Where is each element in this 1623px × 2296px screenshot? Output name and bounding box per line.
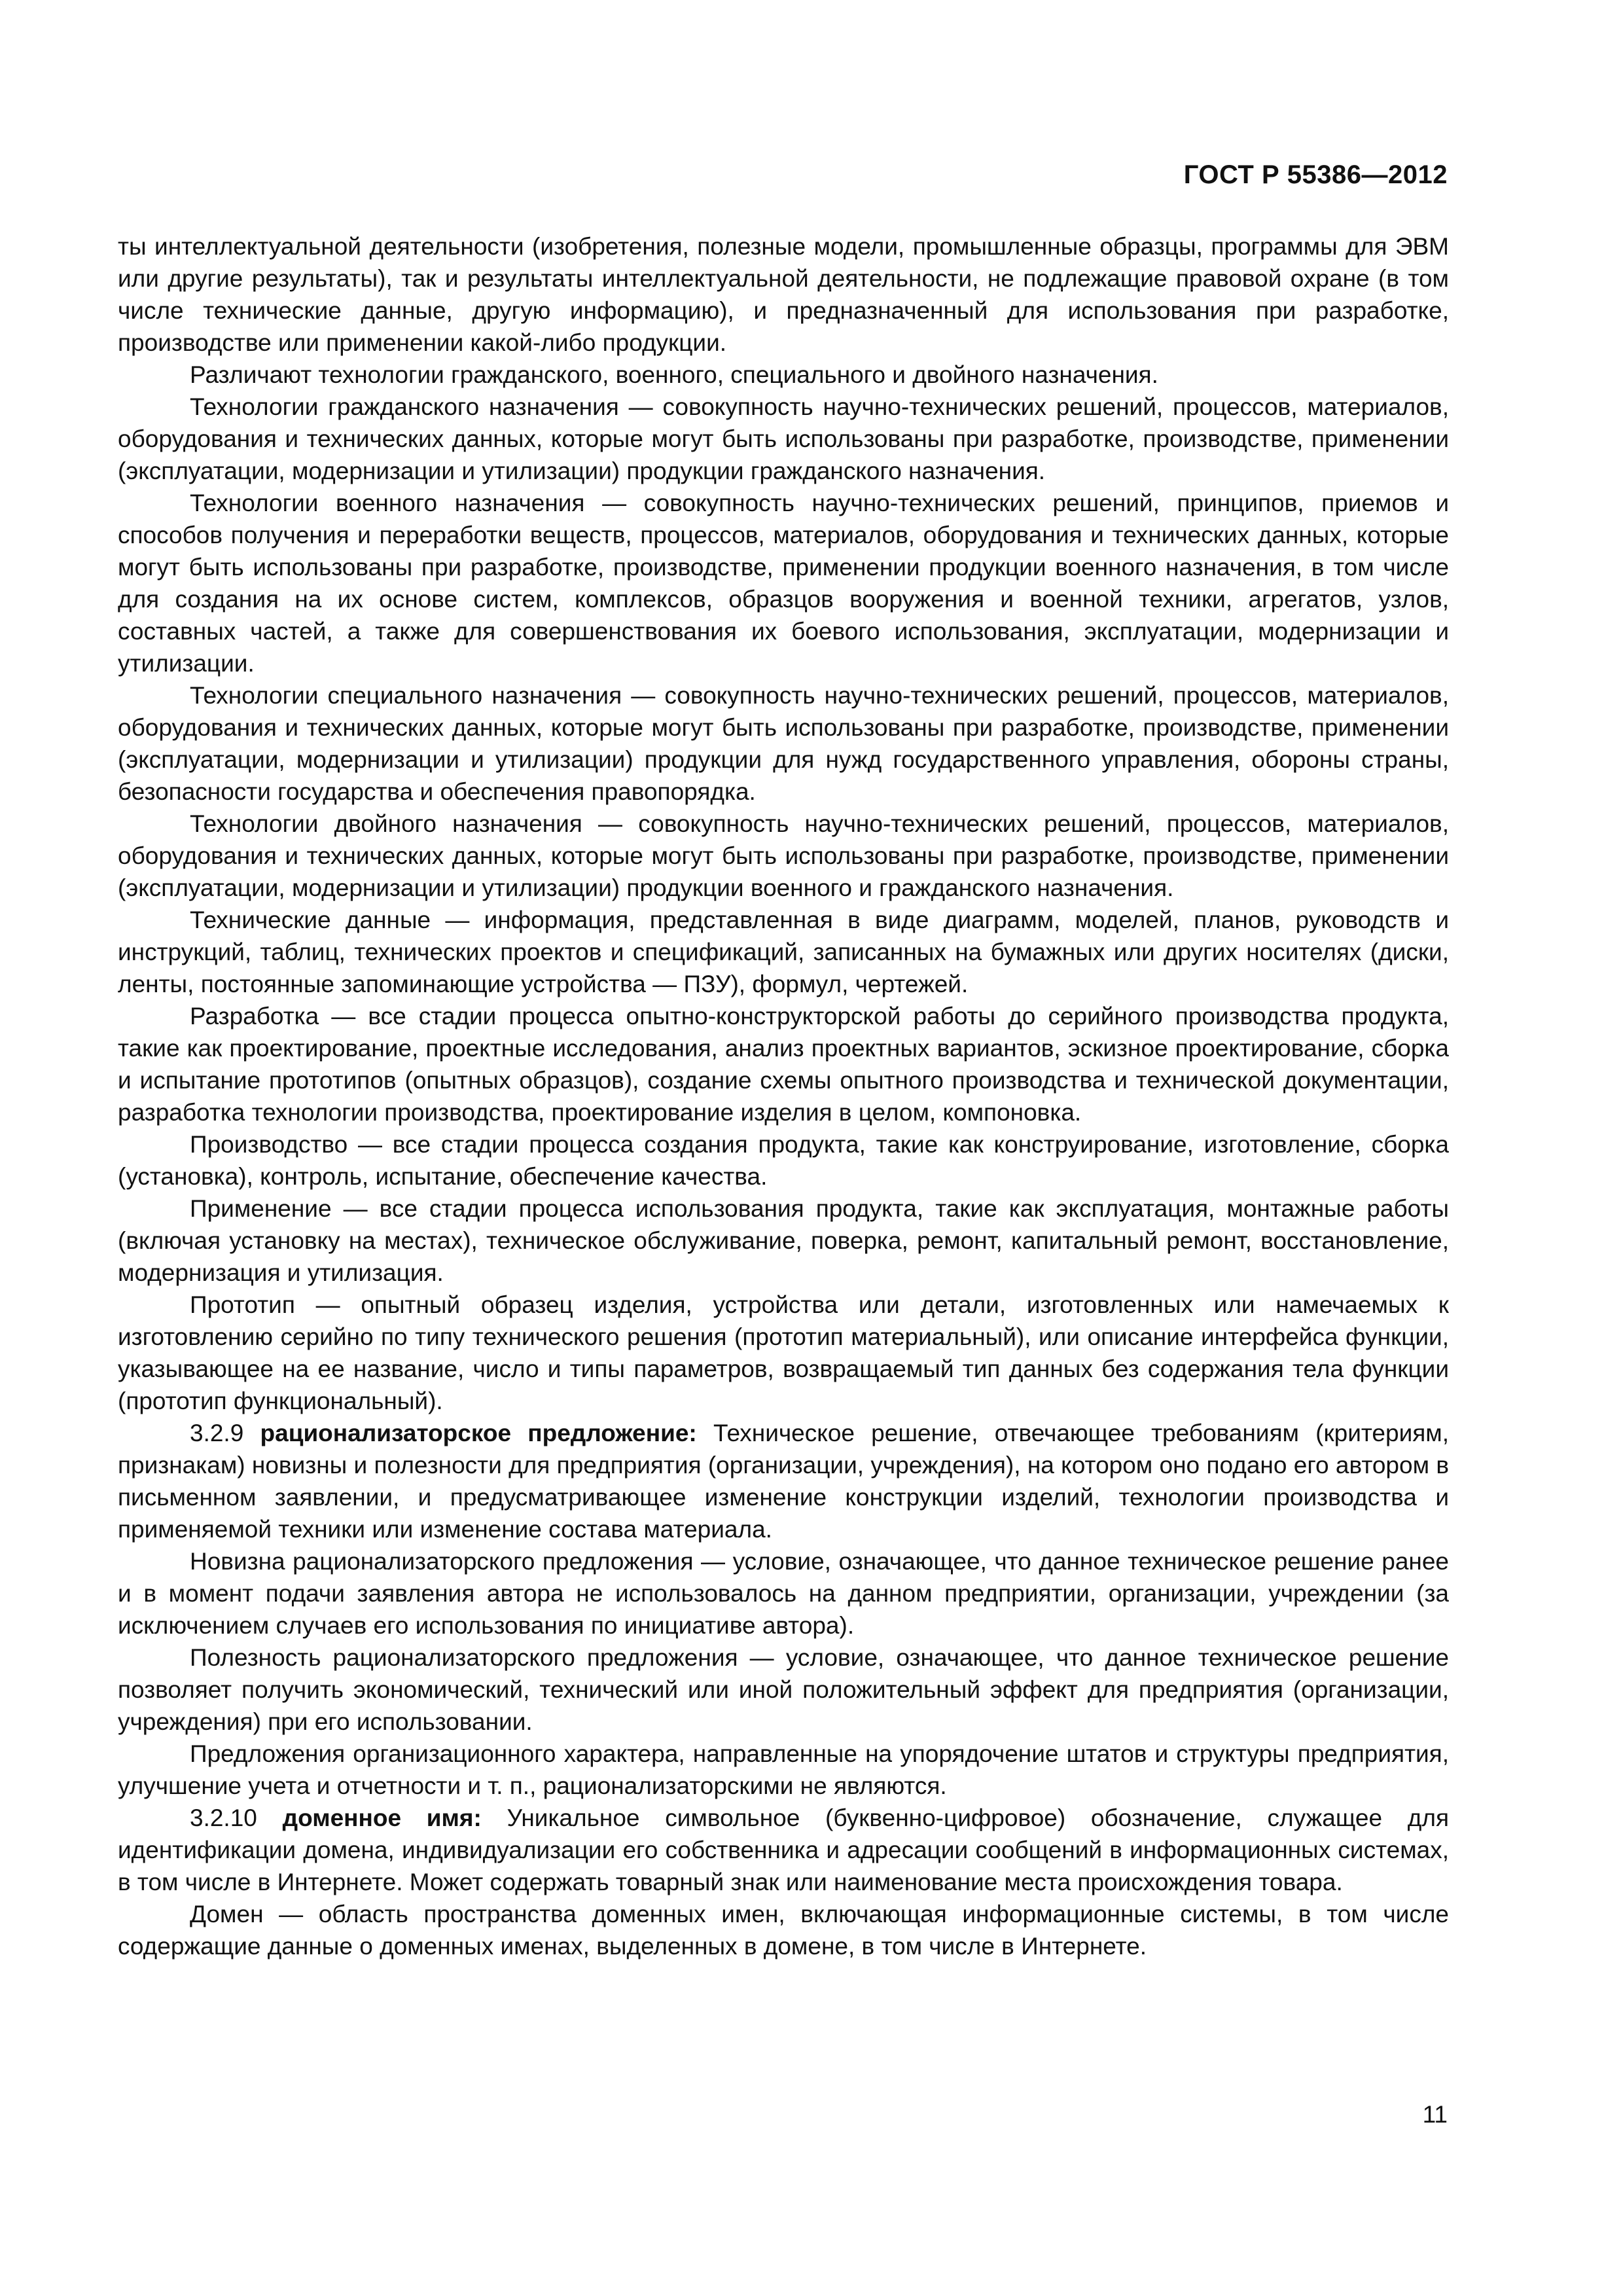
paragraph: Предложения организационного характера, направленные на упорядочение штатов и структуры предприятия, улучшение учета и отчетности и т. п., рационализаторскими не являются.: [118, 1740, 1449, 1799]
clause-number: 3.2.10: [190, 1804, 257, 1831]
paragraph: Технологии двойного назначения — совокупность научно-технических решений, процессов, материалов, оборудования и технических данных, которые могут быть использованы при разработке, производстве, применении (эксплуатации, модернизации и утилизации) продукции военного и гражданского назначения.: [118, 810, 1449, 901]
clause-3-2-9: [118, 1417, 1449, 1545]
paragraph: Технические данные — информация, представленная в виде диаграмм, моделей, планов, руководств и инструкций, таблиц, технических проектов и спецификаций, записанных на бумажных или других носителях (диски, ленты, постоянные запоминающие устройства — ПЗУ), формул, чертежей.: [118, 906, 1449, 997]
paragraph: Полезность рационализаторского предложения — условие, означающее, что данное техническое решение позволяет получить экономический, технический или иной положительный эффект для предприятия (организации, учреждения) при его использовании.: [118, 1644, 1449, 1735]
paragraph: Домен — область пространства доменных имен, включающая информационные системы, в том числе содержащие данные о доменных именах, выделенных в домене, в том числе в Интернете.: [118, 1901, 1449, 1960]
standard-code-header: ГОСТ Р 55386—2012: [1183, 160, 1448, 189]
paragraph: Прототип — опытный образец изделия, устройства или детали, изготовленных или намечаемых к изготовлению серийно по типу технического решения (прототип материальный), или описание интерфейса функции, указывающее на ее название, число и типы параметров, возвращаемый тип данных без содержания тела функции (прототип функциональный).: [118, 1291, 1449, 1414]
paragraph: Разработка — все стадии процесса опытно-конструкторской работы до серийного производства продукта, такие как проектирование, проектные исследования, анализ проектных вариантов, эскизное проектирование, сборка и испытание прототипов (опытных образцов), создание схемы опытного производства и технической документации, разработка технологии производства, проектирование изделия в целом, компоновка.: [118, 1003, 1449, 1126]
paragraph: Технологии специального назначения — совокупность научно-технических решений, процессов, материалов, оборудования и технических данных, которые могут быть использованы при разработке, производстве, применении (эксплуатации, модернизации и утилизации) продукции для нужд государственного управления, обороны страны, безопасности государства и обеспечения правопорядка.: [118, 682, 1449, 805]
paragraph: ты интеллектуальной деятельности (изобретения, полезные модели, промышленные образцы, программы для ЭВМ или другие результаты), так и результаты интеллектуальной деятельности, не подлежащие правовой охране (в том числе технические данные, другую информацию), и предназначенный для использования при разработке, производстве или применении какой-либо продукции.: [118, 233, 1449, 356]
clause-3-2-10: [118, 1802, 1449, 1898]
clause-number: 3.2.9: [190, 1420, 244, 1446]
term-heading: доменное имя:: [282, 1804, 482, 1831]
paragraph: Производство — все стадии процесса создания продукта, такие как конструирование, изготовление, сборка (установка), контроль, испытание, обеспечение качества.: [118, 1131, 1449, 1190]
document-body: [118, 230, 1449, 1962]
term-definition: Техническое решение, отвечающее требованиям (критериям, признакам) новизны и полезности для предприятия (организации, учреждения), на котором оно подано его автором в письменном заявлении, и предусматривающее изменение конструкции изделий, технологии производства и применяемой техники или изменение состава материала.: [118, 1420, 1450, 1543]
paragraph: Применение — все стадии процесса использования продукта, такие как эксплуатация, монтажные работы (включая установку на местах), техническое обслуживание, поверка, ремонт, капитальный ремонт, восстановление, модернизация и утилизация.: [118, 1195, 1449, 1286]
term-heading: рационализаторское предложение:: [260, 1420, 697, 1446]
term-definition: Уникальное символьное (буквенно-цифровое) обозначение, служащее для идентификации домена, индивидуализации его собственника и адресации сообщений в информационных системах, в том числе в Интернете. Может содержать товарный знак или наименование места происхождения товара.: [118, 1804, 1449, 1895]
page-number: 11: [1422, 2101, 1448, 2128]
paragraph: Новизна рационализаторского предложения — условие, означающее, что данное техническое решение ранее и в момент подачи заявления автора не использовалось на данном предприятии, организации, учреждении (за исключением случаев его использования по инициативе автора).: [118, 1548, 1449, 1639]
paragraph: Технологии гражданского назначения — совокупность научно-технических решений, процессов, материалов, оборудования и технических данных, которые могут быть использованы при разработке, производстве, применении (эксплуатации, модернизации и утилизации) продукции гражданского назначения.: [118, 393, 1449, 484]
paragraph: Технологии военного назначения — совокупность научно-технических решений, принципов, приемов и способов получения и переработки веществ, процессов, материалов, оборудования и технических данных, которые могут быть использованы при разработке, производстве, применении продукции военного назначения, в том числе для создания на их основе систем, комплексов, образцов вооружения и военной техники, агрегатов, узлов, составных частей, а также для совершенствования их боевого использования, эксплуатации, модернизации и утилизации.: [118, 490, 1449, 677]
paragraph: Различают технологии гражданского, военного, специального и двойного назначения.: [190, 361, 1158, 388]
